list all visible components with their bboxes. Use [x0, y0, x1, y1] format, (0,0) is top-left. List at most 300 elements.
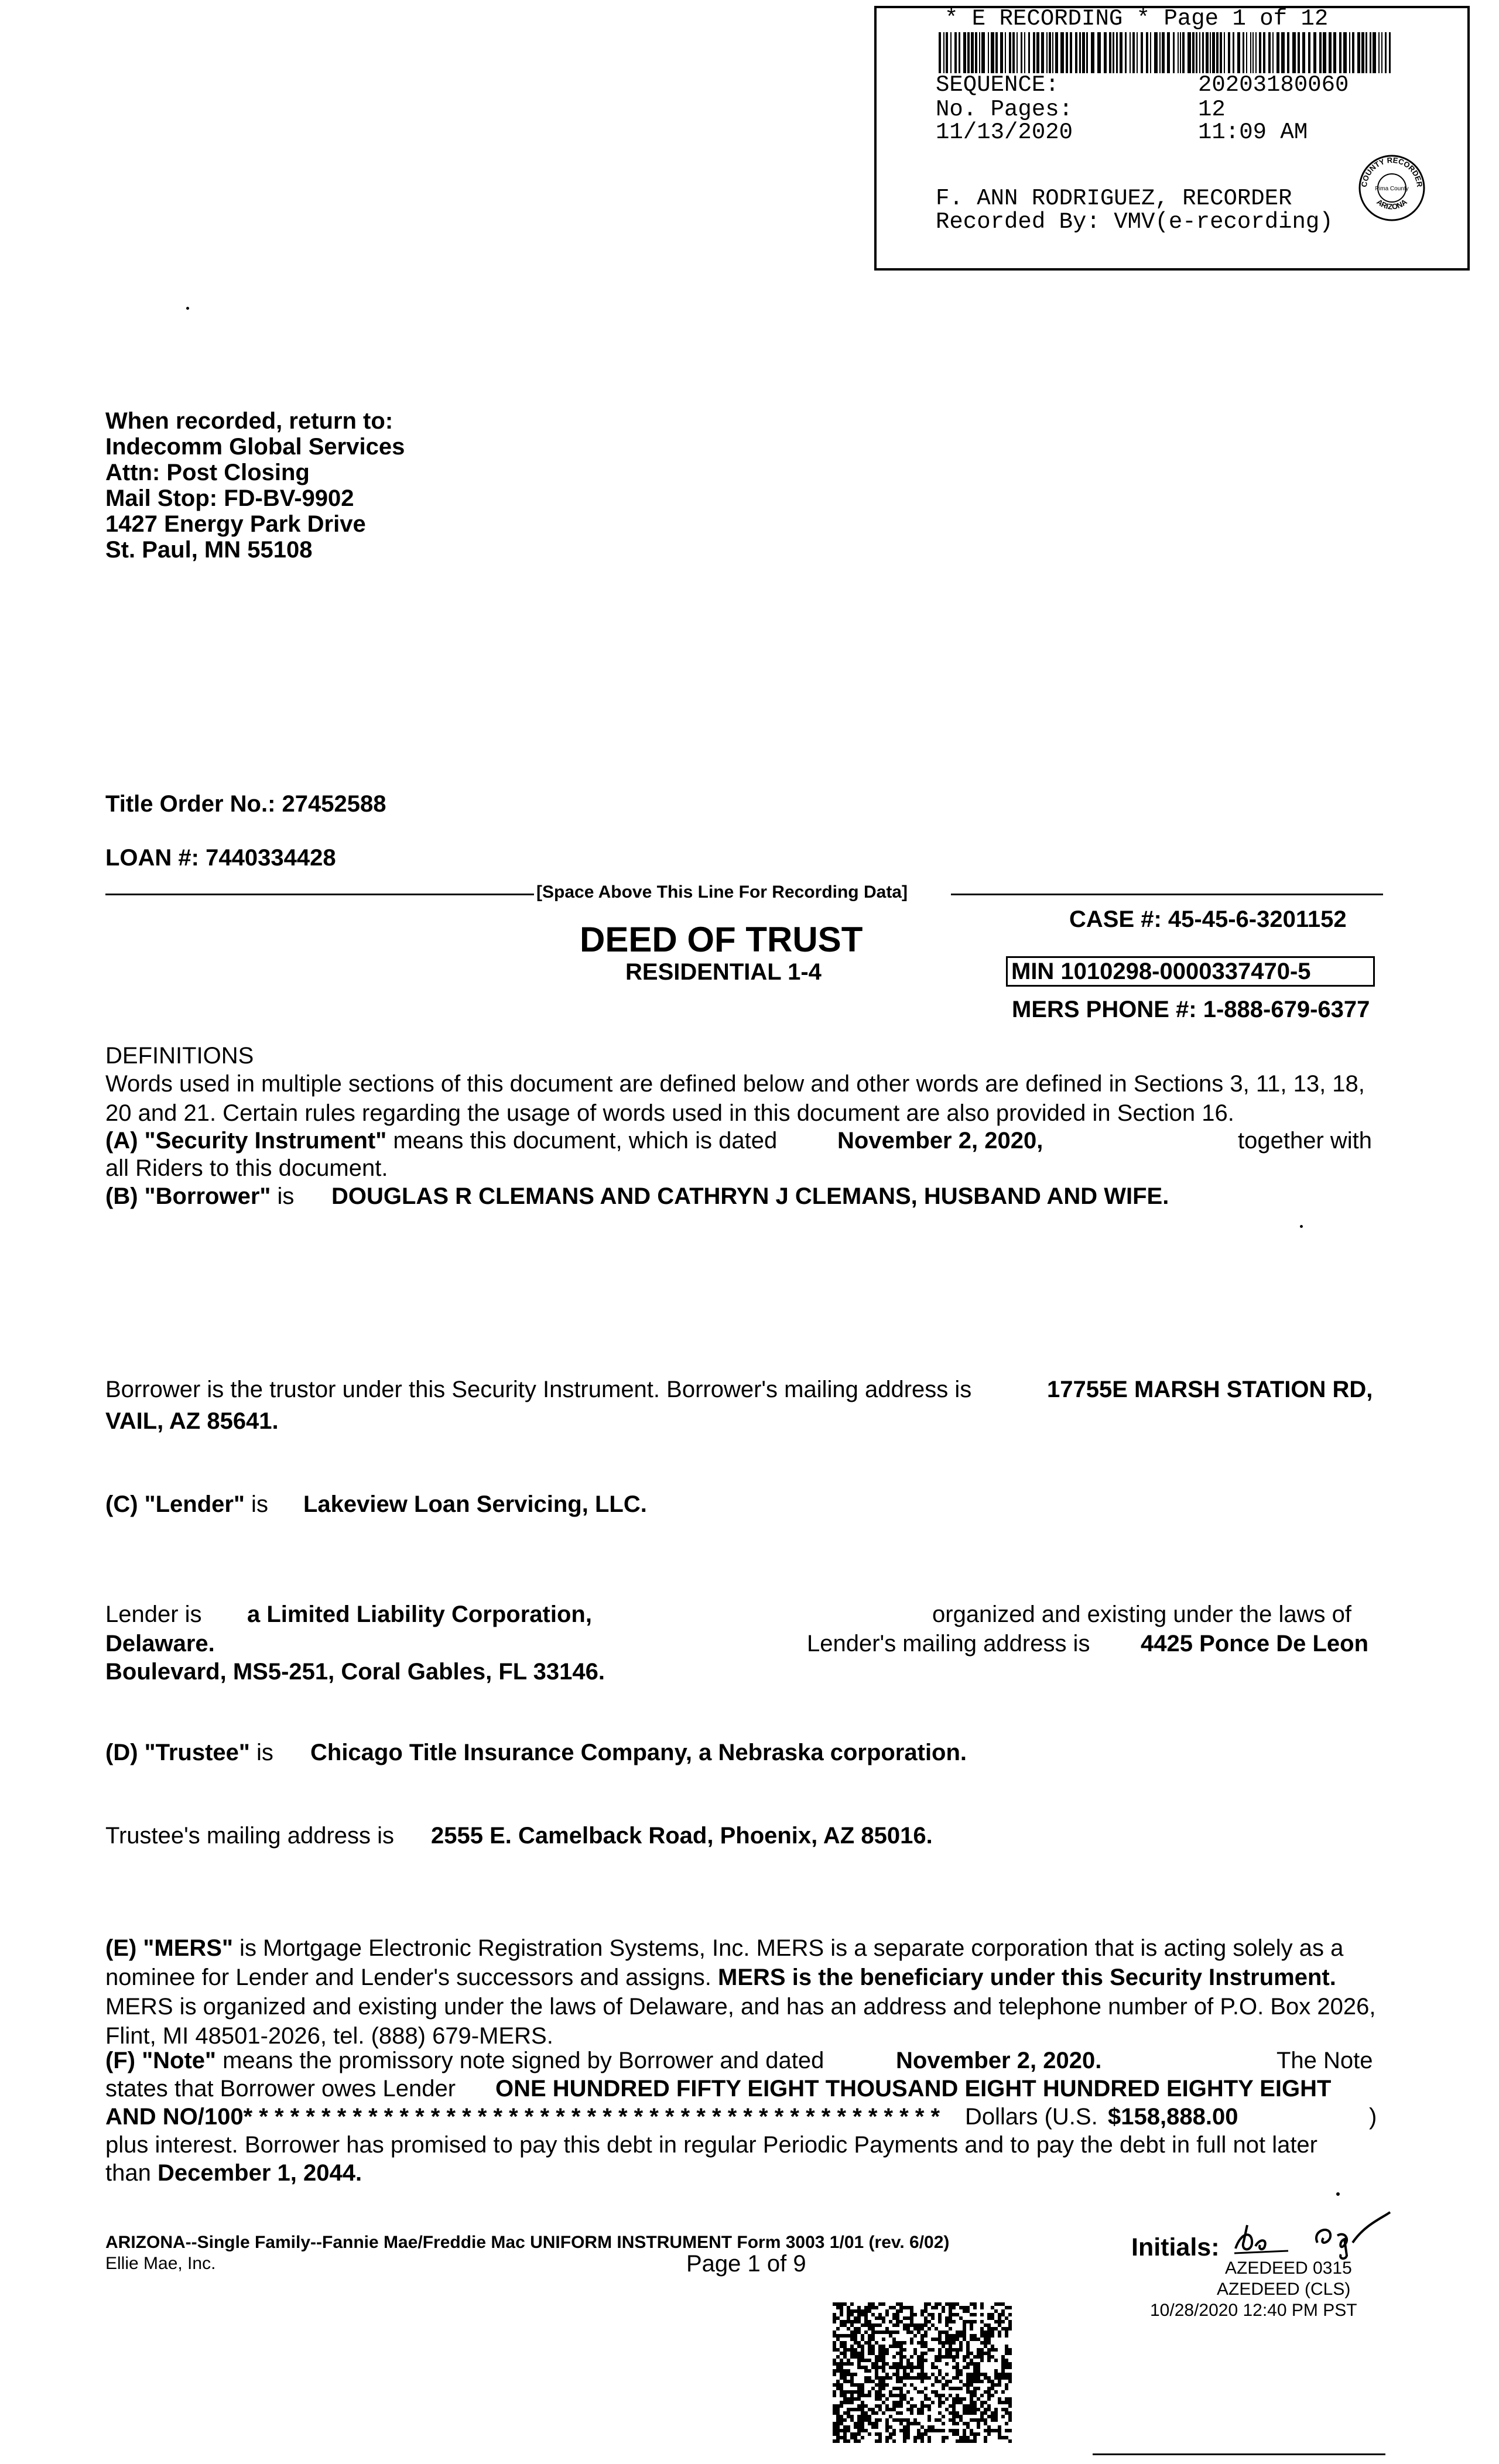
code-module: [889, 2415, 892, 2418]
code-module: [1001, 2390, 1005, 2394]
code-module: [833, 2348, 836, 2352]
code-module: [878, 2366, 882, 2369]
code-module: [970, 2302, 973, 2306]
code-module: [868, 2380, 871, 2383]
code-module: [871, 2422, 875, 2425]
code-module: [984, 2390, 987, 2394]
code-module: [970, 2320, 973, 2323]
code-module: [878, 2330, 882, 2334]
code-module: [987, 2341, 991, 2345]
definition-c-is: is: [244, 1491, 268, 1517]
code-module: [977, 2338, 980, 2341]
code-module: [882, 2345, 885, 2348]
code-module: [987, 2425, 991, 2429]
code-module: [938, 2397, 942, 2401]
code-module: [889, 2394, 892, 2397]
barcode-bar: [1329, 32, 1332, 73]
code-module: [833, 2383, 836, 2387]
code-module: [892, 2323, 896, 2327]
code-module: [878, 2394, 882, 2397]
code-module: [854, 2383, 857, 2387]
code-module: [966, 2422, 970, 2425]
barcode-bar: [1237, 32, 1240, 73]
code-module: [1001, 2376, 1005, 2380]
code-module: [843, 2425, 847, 2429]
barcode-bar: [1370, 32, 1371, 73]
code-module: [843, 2418, 847, 2422]
code-module: [906, 2432, 910, 2436]
code-module: [882, 2348, 885, 2352]
code-module: [836, 2316, 840, 2320]
2d-barcode: [833, 2302, 1012, 2443]
return-line: When recorded, return to:: [105, 408, 393, 434]
code-module: [882, 2362, 885, 2366]
maturity-line: [105, 2158, 362, 2188]
code-module: [1005, 2348, 1008, 2352]
code-module: [875, 2306, 878, 2309]
code-module: [913, 2422, 917, 2425]
code-module: [857, 2432, 861, 2436]
code-module: [899, 2341, 903, 2345]
code-module: [889, 2306, 892, 2309]
definition-e-text-2: MERS is organized and existing under the laws of Delaware, and has an address and telephone number of P.O. Box 2026, Flint, MI 48501-2026, tel. (888) 679-MERS.: [105, 1994, 1376, 2049]
code-module: [959, 2380, 963, 2383]
code-module: [836, 2429, 840, 2432]
borrower-trustor-text: Borrower is the trustor under this Security Instrument. Borrower's mailing address is: [105, 1377, 972, 1402]
definition-c: [105, 1490, 268, 1519]
code-module: [878, 2316, 882, 2320]
code-module: [871, 2327, 875, 2330]
code-module: [878, 2323, 882, 2327]
code-module: [980, 2404, 984, 2408]
code-module: [942, 2394, 945, 2397]
code-module: [847, 2313, 850, 2316]
code-module: [833, 2313, 836, 2316]
code-module: [980, 2334, 984, 2338]
note-date: November 2, 2020.: [896, 2048, 1102, 2073]
code-module: [920, 2411, 924, 2415]
code-module: [920, 2338, 924, 2341]
code-module: [843, 2341, 847, 2345]
code-module: [896, 2330, 899, 2334]
code-module: [973, 2306, 977, 2309]
code-module: [899, 2422, 903, 2425]
code-module: [843, 2320, 847, 2323]
code-module: [885, 2422, 889, 2425]
code-module: [1005, 2383, 1008, 2387]
code-module: [984, 2411, 987, 2415]
code-module: [994, 2369, 998, 2373]
code-module: [935, 2338, 938, 2341]
code-module: [847, 2380, 850, 2383]
code-module: [857, 2439, 861, 2443]
code-module: [871, 2366, 875, 2369]
code-module: [868, 2422, 871, 2425]
code-module: [945, 2348, 949, 2352]
return-line: 1427 Energy Park Drive: [105, 511, 366, 537]
code-module: [1008, 2323, 1012, 2327]
code-module: [903, 2432, 906, 2436]
code-module: [850, 2432, 854, 2436]
recording-date: 11/13/2020: [936, 119, 1073, 145]
code-module: [864, 2366, 868, 2369]
lender-organized-text: organized and existing under the laws of: [932, 1601, 1352, 1627]
code-module: [850, 2397, 854, 2401]
code-module: [861, 2390, 864, 2394]
code-module: [843, 2376, 847, 2380]
code-module: [885, 2404, 889, 2408]
code-module: [987, 2338, 991, 2341]
barcode-bar: [1243, 32, 1244, 73]
code-module: [892, 2429, 896, 2432]
code-module: [984, 2376, 987, 2380]
code-module: [987, 2390, 991, 2394]
code-module: [956, 2334, 959, 2338]
definition-e-bold: MERS is the beneficiary under this Security Instrument.: [718, 1965, 1336, 1990]
code-module: [920, 2439, 924, 2443]
code-module: [882, 2330, 885, 2334]
code-module: [970, 2429, 973, 2432]
code-module: [931, 2429, 935, 2432]
barcode-bar: [1113, 32, 1114, 73]
code-module: [952, 2348, 956, 2352]
code-module: [973, 2313, 977, 2316]
lender-entity-type: a Limited Liability Corporation,: [247, 1601, 592, 1627]
code-module: [847, 2362, 850, 2366]
code-module: [949, 2334, 952, 2338]
code-module: [956, 2432, 959, 2436]
code-module: [942, 2439, 945, 2443]
barcode-bar: [1268, 32, 1271, 73]
code-module: [966, 2404, 970, 2408]
code-module: [840, 2373, 843, 2376]
barcode-bar: [988, 32, 989, 73]
code-module: [991, 2327, 994, 2330]
code-module: [875, 2362, 878, 2366]
barcode-bar: [1246, 32, 1247, 73]
barcode-bar: [963, 32, 966, 73]
code-module: [942, 2355, 945, 2359]
barcode-bar: [1298, 32, 1300, 73]
code-module: [906, 2316, 910, 2320]
barcode-bar: [1263, 32, 1265, 73]
page-number: Page 1 of 9: [686, 2251, 806, 2277]
code-module: [864, 2404, 868, 2408]
code-module: [956, 2373, 959, 2376]
code-module: [945, 2408, 949, 2411]
barcode-bar: [1075, 32, 1077, 73]
code-module: [952, 2429, 956, 2432]
code-module: [924, 2387, 928, 2390]
code-module: [959, 2348, 963, 2352]
code-module: [885, 2429, 889, 2432]
code-module: [959, 2436, 963, 2439]
code-module: [913, 2366, 917, 2369]
code-module: [843, 2394, 847, 2397]
code-module: [945, 2338, 949, 2341]
code-module: [920, 2401, 924, 2404]
code-module: [931, 2338, 935, 2341]
code-module: [899, 2397, 903, 2401]
code-module: [984, 2330, 987, 2334]
code-module: [889, 2425, 892, 2429]
code-module: [984, 2408, 987, 2411]
code-module: [896, 2387, 899, 2390]
code-module: [973, 2355, 977, 2359]
code-module: [1001, 2373, 1005, 2376]
code-module: [857, 2404, 861, 2408]
code-module: [973, 2373, 977, 2376]
code-module: [903, 2348, 906, 2352]
code-module: [931, 2366, 935, 2369]
code-module: [864, 2359, 868, 2362]
code-module: [924, 2306, 928, 2309]
loan-amount: $158,888.00: [1108, 2104, 1238, 2130]
code-module: [920, 2390, 924, 2394]
code-module: [910, 2411, 913, 2415]
code-module: [952, 2359, 956, 2362]
barcode-bar: [1049, 32, 1051, 73]
code-module: [836, 2355, 840, 2359]
code-module: [970, 2338, 973, 2341]
code-module: [899, 2352, 903, 2355]
code-module: [920, 2323, 924, 2327]
code-module: [843, 2323, 847, 2327]
borrower-address-line-2: VAIL, AZ 85641.: [105, 1408, 279, 1434]
code-module: [994, 2302, 998, 2306]
code-module: [938, 2359, 942, 2362]
code-module: [847, 2320, 850, 2323]
code-module: [931, 2348, 935, 2352]
code-module: [843, 2401, 847, 2404]
definition-d-is: is: [249, 1740, 273, 1765]
code-module: [931, 2401, 935, 2404]
code-module: [878, 2352, 882, 2355]
barcode-bar: [1120, 32, 1122, 73]
code-module: [833, 2425, 836, 2429]
code-module: [889, 2330, 892, 2334]
code-module: [917, 2323, 920, 2327]
code-module: [892, 2432, 896, 2436]
code-module: [920, 2380, 924, 2383]
code-module: [896, 2394, 899, 2397]
code-module: [850, 2323, 854, 2327]
code-module: [956, 2397, 959, 2401]
return-line: Attn: Post Closing: [105, 460, 310, 485]
code-module: [945, 2383, 949, 2387]
code-module: [861, 2404, 864, 2408]
code-module: [840, 2362, 843, 2366]
code-module: [868, 2341, 871, 2345]
code-module: [956, 2352, 959, 2355]
code-module: [878, 2376, 882, 2380]
code-module: [980, 2348, 984, 2352]
barcode-bar: [1199, 32, 1200, 73]
code-module: [970, 2408, 973, 2411]
code-module: [987, 2415, 991, 2418]
code-module: [857, 2313, 861, 2316]
code-module: [952, 2387, 956, 2390]
code-module: [913, 2327, 917, 2330]
code-module: [892, 2401, 896, 2404]
code-module: [938, 2341, 942, 2345]
code-module: [966, 2352, 970, 2355]
case-number: CASE #: 45-45-6-3201152: [1069, 906, 1347, 932]
code-module: [836, 2348, 840, 2352]
code-module: [850, 2320, 854, 2323]
code-module: [864, 2306, 868, 2309]
code-module: [959, 2373, 963, 2376]
code-module: [892, 2345, 896, 2348]
code-module: [977, 2387, 980, 2390]
barcode-bar: [1180, 32, 1181, 73]
code-module: [973, 2432, 977, 2436]
code-module: [840, 2415, 843, 2418]
code-module: [861, 2359, 864, 2362]
code-module: [1001, 2327, 1005, 2330]
code-module: [928, 2376, 931, 2380]
code-module: [850, 2415, 854, 2418]
code-module: [980, 2359, 984, 2362]
code-module: [847, 2316, 850, 2320]
code-module: [942, 2341, 945, 2345]
barcode-bar: [1109, 32, 1111, 73]
code-module: [935, 2327, 938, 2330]
code-module: [889, 2366, 892, 2369]
code-module: [949, 2320, 952, 2323]
definition-a-label: (A) "Security Instrument": [105, 1128, 387, 1154]
code-module: [973, 2439, 977, 2443]
code-module: [977, 2418, 980, 2422]
barcode-bar: [1302, 32, 1305, 73]
code-module: [861, 2401, 864, 2404]
code-module: [977, 2348, 980, 2352]
code-module: [924, 2373, 928, 2376]
code-module: [896, 2302, 899, 2306]
code-module: [987, 2348, 991, 2352]
code-module: [938, 2334, 942, 2338]
code-module: [868, 2327, 871, 2330]
code-module: [896, 2362, 899, 2366]
code-module: [949, 2302, 952, 2306]
code-module: [906, 2373, 910, 2376]
code-module: [850, 2373, 854, 2376]
code-module: [885, 2376, 889, 2380]
code-module: [956, 2313, 959, 2316]
initials-label: Initials:: [1131, 2233, 1220, 2261]
code-module: [910, 2306, 913, 2309]
code-module: [970, 2394, 973, 2397]
code-module: [840, 2313, 843, 2316]
definition-e-label: (E) "MERS": [105, 1935, 233, 1961]
code-module: [833, 2429, 836, 2432]
code-module: [931, 2313, 935, 2316]
code-module: [935, 2306, 938, 2309]
code-module: [920, 2366, 924, 2369]
code-module: [843, 2302, 847, 2306]
code-module: [854, 2355, 857, 2359]
code-module: [994, 2309, 998, 2313]
code-module: [885, 2327, 889, 2330]
code-module: [892, 2394, 896, 2397]
code-module: [857, 2355, 861, 2359]
definition-c-label: (C) "Lender": [105, 1491, 245, 1517]
code-module: [899, 2418, 903, 2422]
code-module: [949, 2341, 952, 2345]
code-module: [1008, 2429, 1012, 2432]
code-module: [833, 2432, 836, 2436]
code-module: [836, 2383, 840, 2387]
code-module: [1005, 2316, 1008, 2320]
code-module: [875, 2390, 878, 2394]
barcode-bar: [1357, 32, 1360, 73]
code-module: [871, 2306, 875, 2309]
code-module: [994, 2373, 998, 2376]
code-module: [868, 2415, 871, 2418]
barcode-bar: [1192, 32, 1195, 73]
code-module: [949, 2352, 952, 2355]
code-module: [977, 2425, 980, 2429]
code-module: [850, 2352, 854, 2355]
code-module: [1008, 2366, 1012, 2369]
code-module: [861, 2394, 864, 2397]
code-module: [998, 2373, 1001, 2376]
barcode-bar: [1292, 32, 1296, 73]
code-module: [980, 2418, 984, 2422]
loan-number: LOAN #: 7440334428: [105, 845, 336, 871]
code-module: [864, 2411, 868, 2415]
code-module: [836, 2411, 840, 2415]
code-module: [906, 2390, 910, 2394]
code-module: [966, 2436, 970, 2439]
code-module: [963, 2334, 966, 2338]
recording-barcode: [937, 32, 1393, 73]
code-module: [885, 2418, 889, 2422]
barcode-bar: [1060, 32, 1064, 73]
code-module: [938, 2429, 942, 2432]
code-module: [977, 2422, 980, 2425]
code-module: [875, 2359, 878, 2362]
code-module: [857, 2320, 861, 2323]
code-module: [892, 2316, 896, 2320]
code-module: [942, 2422, 945, 2425]
definition-f-text: means the promissory note signed by Borrower and dated: [216, 2048, 824, 2073]
barcode-bar: [1206, 32, 1209, 73]
code-module: [994, 2376, 998, 2380]
code-module: [987, 2355, 991, 2359]
code-module: [935, 2366, 938, 2369]
code-module: [977, 2362, 980, 2366]
code-module: [984, 2338, 987, 2341]
code-module: [868, 2369, 871, 2373]
sequence-label: SEQUENCE:: [936, 72, 1059, 98]
code-module: [847, 2411, 850, 2415]
code-module: [924, 2309, 928, 2313]
code-module: [924, 2320, 928, 2323]
code-module: [994, 2418, 998, 2422]
code-module: [847, 2390, 850, 2394]
code-module: [910, 2338, 913, 2341]
code-module: [987, 2397, 991, 2401]
barcode-bar: [1349, 32, 1350, 73]
code-module: [1005, 2306, 1008, 2309]
return-line: St. Paul, MN 55108: [105, 537, 313, 563]
code-module: [970, 2411, 973, 2415]
code-module: [973, 2362, 977, 2366]
barcode-bar: [1028, 32, 1030, 73]
code-module: [854, 2408, 857, 2411]
code-module: [899, 2359, 903, 2362]
